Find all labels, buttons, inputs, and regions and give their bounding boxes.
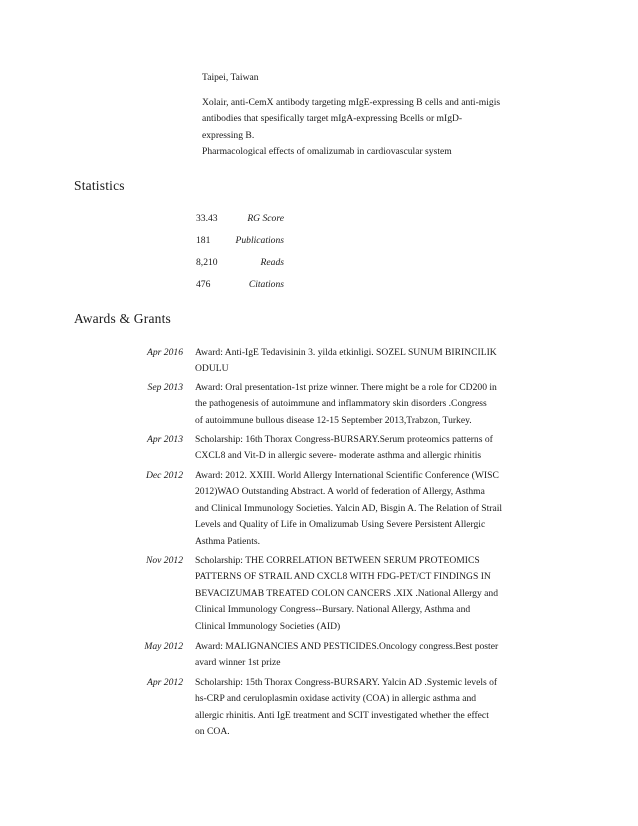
affiliation-line: Pharmacological effects of omalizumab in cardiovascular system <box>202 146 452 158</box>
award-line: BEVACIZUMAB TREATED COLON CANCERS .XIX .National Allergy and <box>195 587 498 599</box>
award-line: Scholarship: 15th Thorax Congress-BURSARY. Yalcin AD .Systemic levels of <box>195 677 498 688</box>
award-line: Award: Oral presentation-1st prize winner. There might be a role for CD200 in <box>195 382 497 393</box>
award-line: of autoimmune bullous disease 12-15 September 2013,Trabzon, Turkey. <box>195 414 472 426</box>
stat-row-citations <box>100 279 500 295</box>
stat-row-reads <box>100 257 500 273</box>
award-line: Clinical Immunology Societies (AID) <box>195 620 341 632</box>
affiliation-line: expressing B. <box>202 129 255 141</box>
award-line: PATTERNS OF STRAIL AND CXCL8 WITH FDG-PET/CT FINDINGS IN <box>195 571 491 583</box>
award-date: Apr 2013 <box>147 434 183 445</box>
award-line: the pathogenesis of autoimmune and inflammatory skin disorders .Congress <box>195 398 487 410</box>
stat-row-publications <box>100 235 500 251</box>
stat-label: RG Score <box>247 213 284 224</box>
stat-value: 476 <box>196 279 211 290</box>
award-text <box>195 345 567 378</box>
award-line: Clinical Immunology Congress--Bursary. National Allergy, Asthma and <box>195 604 471 616</box>
award-line: Scholarship: THE CORRELATION BETWEEN SERUM PROTEOMICS <box>195 555 480 566</box>
stat-label: Reads <box>260 257 284 268</box>
award-date: Dec 2012 <box>145 470 183 481</box>
award-date: Apr 2016 <box>147 347 183 358</box>
award-date: May 2012 <box>144 641 183 652</box>
award-line: 2012)WAO Outstanding Abstract. A world of federation of Allergy, Asthma <box>195 486 485 498</box>
affiliation-location: Taipei, Taiwan <box>202 72 259 83</box>
award-line: on COA. <box>195 726 230 738</box>
affiliation-line: antibodies that spesifically target mIgA-expressing Bcells or mIgD- <box>202 113 463 125</box>
award-line: Award: 2012. XXIII. World Allergy International Scientific Conference (WISC <box>195 470 499 481</box>
award-line: hs-CRP and ceruloplasmin oxidase activity (COA) in allergic asthma and <box>195 693 477 705</box>
stat-row-rg-score <box>100 213 500 229</box>
award-line: avard winner 1st prize <box>195 657 281 669</box>
stat-value: 181 <box>196 235 211 246</box>
award-text <box>195 468 567 550</box>
stat-value: 8,210 <box>196 257 218 268</box>
stat-label: Publications <box>235 235 284 246</box>
award-text <box>195 380 567 429</box>
award-line: allergic rhinitis. Anti IgE treatment and SCIT investigated whether the effect <box>195 709 489 721</box>
award-date: Apr 2012 <box>147 677 183 688</box>
award-text <box>195 432 567 465</box>
award-line: Award: Anti-IgE Tedavisinin 3. yilda etkinligi. SOZEL SUNUM BIRINCILIK <box>195 347 497 358</box>
award-line: CXCL8 and Vit-D in allergic severe- moderate asthma and allergic rhinitis <box>195 450 482 462</box>
award-text <box>195 639 567 672</box>
award-text <box>195 553 567 635</box>
award-line: Award: MALIGNANCIES AND PESTICIDES.Oncology congress.Best poster <box>195 641 499 652</box>
affiliation-line: Xolair, anti-CemX antibody targeting mIgE-expressing B cells and anti-migis <box>202 96 501 108</box>
affiliation-block <box>202 70 582 161</box>
award-line: Levels and Quality of Life in Omalizumab Using Severe Persistent Allergic <box>195 519 486 531</box>
award-line: ODULU <box>195 363 229 375</box>
awards-heading: Awards & Grants <box>74 311 171 326</box>
award-line: Scholarship: 16th Thorax Congress-BURSARY.Serum proteomics patterns of <box>195 434 493 445</box>
award-date: Sep 2013 <box>147 382 183 393</box>
stat-value: 33.43 <box>196 213 218 224</box>
award-line: and Clinical Immunology Societies. Yalcin AD, Bisgin A. The Relation of Strail <box>195 502 503 514</box>
award-line: Asthma Patients. <box>195 535 261 547</box>
award-date: Nov 2012 <box>145 555 183 566</box>
award-text <box>195 675 567 741</box>
statistics-heading: Statistics <box>74 178 125 193</box>
stat-label: Citations <box>248 279 284 290</box>
